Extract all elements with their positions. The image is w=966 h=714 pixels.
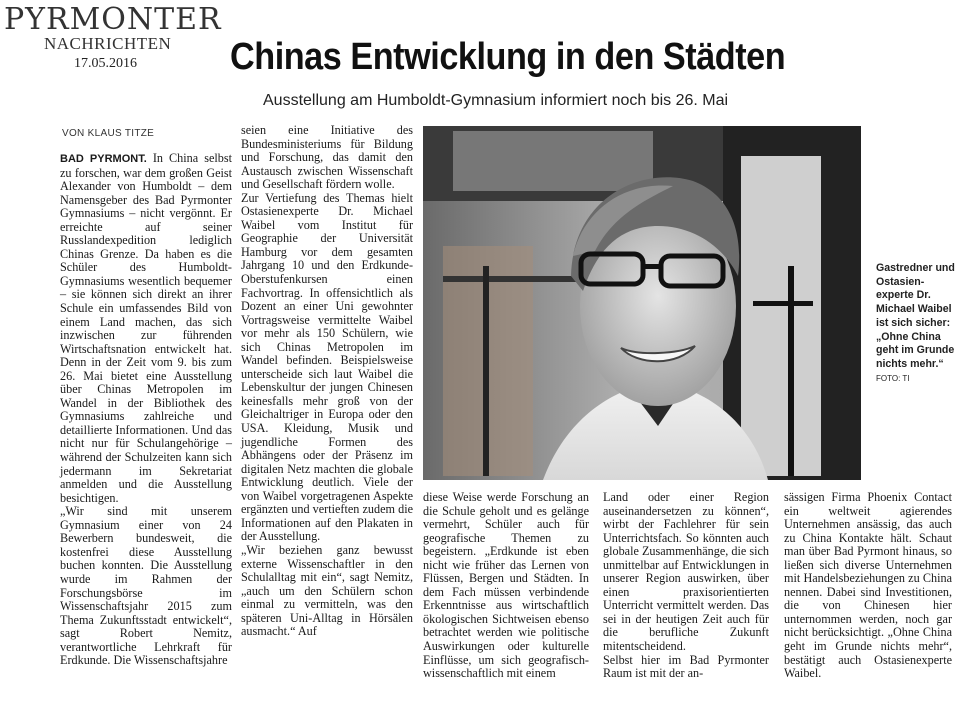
article-subheadline: Ausstellung am Humboldt-Gymnasium informiert noch bis 26. Mai bbox=[263, 92, 729, 109]
lead-location: BAD PYRMONT. bbox=[60, 153, 147, 165]
photo-caption-text: Gastredner und Ostasien-experte Dr. Michael Waibel ist sich sicher: „Ohne China geht im Grunde nichts mehr.“ bbox=[876, 262, 955, 370]
masthead-subtitle: NACHRICHTEN bbox=[44, 34, 172, 53]
article-column-4: Land oder einer Region auseinandersetzen zu können“, wirbt der Fachlehrer für sein Unterrichtsfach. So könnten auch globale Zusammenhänge, die sich unmittelbar auf Entwicklungen in unserer Region auswirken, über einen praxisorientierten Unterricht vermittelt werden. Das sei in der heutigen Zeit auch für die berufliche Zukunft mitentscheidend. Selbst hier im Bad Pyrmonter Raum ist mit der an- bbox=[603, 490, 769, 681]
article-column-1 bbox=[60, 152, 232, 668]
article-headline: Chinas Entwicklung in den Städten bbox=[230, 36, 786, 78]
column-1-text: In China selbst zu forschen, war dem großen Geist Alexander von Humboldt – dem Namensgeber des Bad Pyrmonter Gymnasiums – nicht vergönnt. Er erreichte auf seiner Russlandexpedition lediglich Chinas Grenze. Da haben es die Schüler des Humboldt-Gymnasiums wesentlich bequemer – sie können sich direkt an ihrer Schule ein umfassendes Bild von einem Land machen, das sich inzwischen zur führenden Wirtschaftsnation entwickelt hat. Denn in der Zeit vom 9. bis zum 26. Mai bietet eine Ausstellung über Chinas Metropolen im Wandel in der Bibliothek des Gymnasiums zahlreiche und detaillierte Informationen. Und das nicht nur für Schulangehörige – während der Schulzeiten kann sich jedermann im Sekretariat anmelden und die Ausstellung besichtigen. „Wir sind mit unserem Gymnasium einer von 24 Bewerbern bundesweit, die kostenfrei diese Ausstellung buchen konnten. Die Ausstellung wurde im Rahmen der Forschungsbörse im Wissenschaftsjahr 2015 zum Thema Zukunftsstadt entwickelt“, sagt Robert Nemitz, verantwortliche Lehrkraft für Erdkunde. Die Wissenschaftsjahre bbox=[60, 151, 232, 668]
photo-caption bbox=[876, 262, 960, 385]
byline: VON KLAUS TITZE bbox=[62, 128, 155, 139]
masthead-title: PYRMONTER bbox=[4, 2, 222, 37]
article-column-3: diese Weise werde Forschung an die Schule geholt und es gelänge vermehrt, Schüler auch für geografische Themen zu begeistern. „Erdkunde ist eben nicht wie früher das Lernen von Flüssen, Bergen und Städten. In dem Fach müssen verbindende Erkenntnisse aus wirtschaftlich ökologischen Sichtweisen ebenso betrachtet werden wie politische Auswirkungen oder kulturelle Einflüsse, um sich geografisch-wissenschaftlich mit einem bbox=[423, 490, 589, 681]
photo-credit: FOTO: TI bbox=[876, 373, 910, 383]
article-column-5: sässigen Firma Phoenix Contact ein weltweit agierendes Unternehmen ansässig, das auch zu China Kontakte hält. Schaut man über Bad Pyrmont hinaus, so ließen sich diverse Unternehmen mit Handelsbeziehungen zu China nennen. Dabei sind Investitionen, die von Chinesen hier unternommen werden, noch gar nicht berücksichtigt. „Ohne China geht im Grunde nichts mehr“, bestätigt auch Ostasienexperte Waibel. bbox=[784, 490, 952, 681]
article-column-2: seien eine Initiative des Bundesministeriums für Bildung und Forschung, das damit den Austausch zwischen Wissenschaft und Gesellschaft fördern wolle. Zur Vertiefung des Themas hielt Ostasienexperte Dr. Michael Waibel vom Institut für Geographie der Universität Hamburg vor dem gesamten Jahrgang 10 und den Erdkunde-Oberstufenkursen einen Fachvortrag. In offensichtlich als Dozent an einer Uni gewohnter Vortragsweise vermittelte Waibel vor mehr als 150 Schülern, wie sich Chinas Metropolen im Wandel befinden. Beispielsweise unterscheide sich laut Waibel die Lebenskultur der jungen Chinesen keinesfalls mehr groß von der Gleichaltriger in Europa oder den USA. Kleidung, Musik und jugendliche Formen des Abhängens oder der Präsenz im digitalen Netz machten die globale Entwicklung deutlich. Viele der von Waibel vorgetragenen Aspekte ergänzten und vertieften zudem die Informationen auf den Plakaten in der Ausstellung. „Wir beziehen ganz bewusst externe Wissenschaftler in den Schulalltag mit ein“, sagt Nemitz, „auch um den Schülern schon einmal zu vermitteln, was den späteren Uni-Alltag in Hörsälen ausmacht.“ Auf bbox=[241, 123, 413, 639]
portrait-photo bbox=[423, 126, 861, 480]
publication-date: 17.05.2016 bbox=[74, 56, 137, 71]
